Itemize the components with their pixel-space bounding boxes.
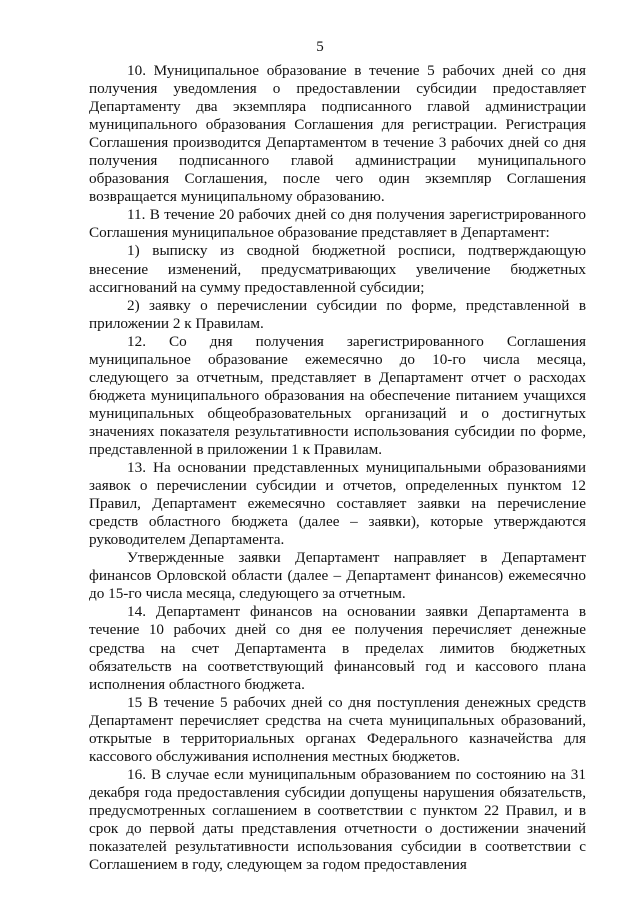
paragraph-10: 10. Муниципальное образование в течение 5 рабочих дней со дня получения уведомления о предоставлении субсидии предоставляет Департаменту два экземпляра подписанного главой администрации муниципального образования Соглашения для регистрации. Регистрация Соглашения производится Департаментом в течение 3 рабочих дней со дня получения подписанного главой администрации муниципального образования Соглашения, после чего один экземпляр Соглашения возвращается муниципальному образованию. — [89, 62, 586, 206]
paragraph-14: 14. Департамент финансов на основании заявки Департамента в течение 10 рабочих дней со дня ее получения перечисляет денежные средства на счет Департамента в пределах лимитов бюджетных обязательств на соответствующий финансовый год и кассового плана исполнения областного бюджета. — [89, 603, 586, 693]
paragraph-16: 16. В случае если муниципальным образованием по состоянию на 31 декабря года предоставления субсидии допущены нарушения обязательств, предусмотренных соглашением в соответствии с пунктом 22 Правил, и в срок до первой даты представления отчетности о достижении значений показателей результативности использования субсидии в соответствии с Соглашением в году, следующем за годом предоставления — [89, 765, 586, 874]
document-body — [89, 62, 586, 874]
paragraph-15: 15 В течение 5 рабочих дней со дня поступления денежных средств Департамент перечисляет средства на счета муниципальных образований, открытые в территориальных органах Федерального казначейства для кассового обслуживания исполнения местных бюджетов. — [89, 693, 586, 765]
paragraph-11-item-2: 2) заявку о перечислении субсидии по форме, представленной в приложении 2 к Правилам. — [89, 296, 586, 332]
paragraph-11: 11. В течение 20 рабочих дней со дня получения зарегистрированного Соглашения муниципальное образование представляет в Департамент: — [89, 206, 586, 242]
paragraph-12: 12. Со дня получения зарегистрированного Соглашения муниципальное образование ежемесячно до 10-го числа месяца, следующего за отчетным, представляет в Департамент отчет о расходах бюджета муниципального образования на обеспечение питанием учащихся муниципальных общеобразовательных организаций и о достигнутых значениях показателя результативности использования субсидии по форме, представленной в приложении 1 к Правилам. — [89, 332, 586, 458]
paragraph-11-item-1: 1) выписку из сводной бюджетной росписи, подтверждающую внесение изменений, предусматривающих увеличение бюджетных ассигнований на сумму предоставленной субсидии; — [89, 242, 586, 296]
paragraph-13-continued: Утвержденные заявки Департамент направляет в Департамент финансов Орловской области (далее – Департамент финансов) ежемесячно до 15-го числа месяца, следующего за отчетным. — [89, 549, 586, 603]
page-number: 5 — [316, 39, 324, 55]
paragraph-13: 13. На основании представленных муниципальными образованиями заявок о перечислении субсидии и отчетов, определенных пунктом 12 Правил, Департамент ежемесячно составляет заявки на перечисление средств областного бюджета (далее – заявки), которые утверждаются руководителем Департамента. — [89, 459, 586, 549]
